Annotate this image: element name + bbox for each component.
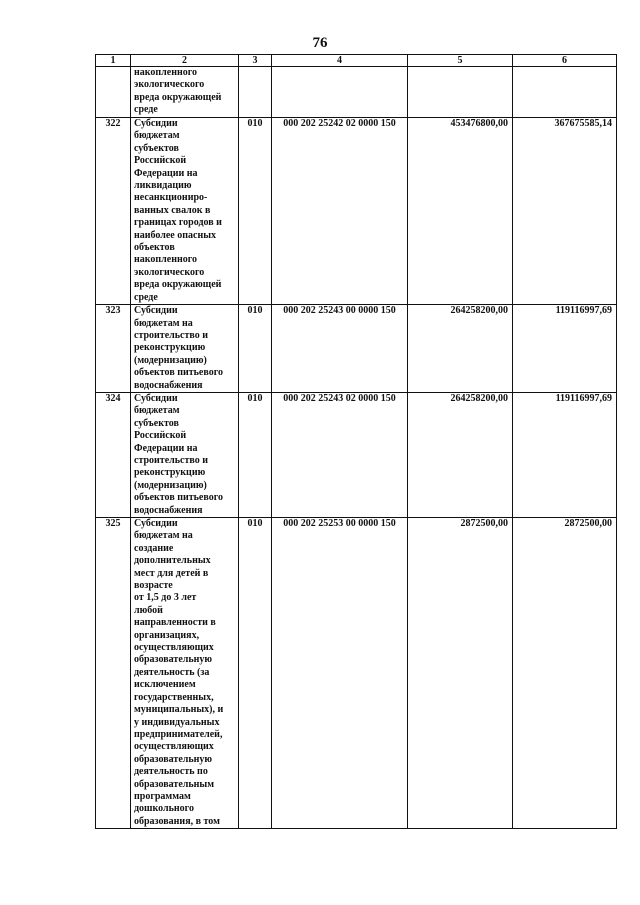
table-row bbox=[96, 392, 617, 517]
row-amount-fact: 119116997,69 bbox=[513, 305, 617, 393]
row-name-line: дошкольного bbox=[134, 803, 194, 815]
row-name-line: Субсидии bbox=[134, 518, 178, 529]
row-name-line: Субсидии bbox=[134, 305, 178, 317]
row-name-line: любой bbox=[134, 604, 163, 616]
row-kbk: 000 202 25243 02 0000 150 bbox=[272, 392, 408, 517]
row-name-line: Российской bbox=[134, 430, 187, 442]
row-name-line: Федерации на bbox=[134, 167, 198, 179]
row-name bbox=[131, 392, 239, 517]
row-name-line: государственных, bbox=[134, 691, 214, 703]
row-name-line: бюджетам bbox=[134, 130, 180, 142]
column-header: 1 bbox=[96, 55, 131, 67]
row-name-line: границах городов и bbox=[134, 217, 222, 229]
row-kbk bbox=[272, 67, 408, 118]
row-name-line: образовательным bbox=[134, 778, 215, 790]
table-row bbox=[96, 118, 617, 305]
row-name-line: объектов питьевого bbox=[134, 492, 223, 504]
row-name bbox=[131, 305, 239, 393]
row-code: 010 bbox=[239, 118, 272, 305]
row-name-line: Субсидии bbox=[134, 118, 178, 129]
row-name-line: ванных свалок в bbox=[134, 204, 211, 216]
row-kbk: 000 202 25253 00 0000 150 bbox=[272, 518, 408, 829]
row-name bbox=[131, 118, 239, 305]
row-name-line: накопленного bbox=[134, 67, 198, 78]
row-name-line: водоснабжения bbox=[134, 379, 203, 391]
row-name-line: у индивидуальных bbox=[134, 716, 220, 728]
row-number: 325 bbox=[96, 518, 131, 829]
row-name-line: от 1,5 до 3 лет bbox=[134, 592, 197, 604]
row-name-line: среде bbox=[134, 291, 158, 303]
row-amount-fact: 2872500,00 bbox=[513, 518, 617, 829]
row-name-line: экологического bbox=[134, 79, 205, 91]
row-amount-plan: 264258200,00 bbox=[408, 305, 513, 393]
row-name-line: Субсидии bbox=[134, 392, 178, 404]
row-name-line: дополнительных bbox=[134, 555, 211, 567]
table-row bbox=[96, 67, 617, 118]
row-name-line: мест для детей в bbox=[134, 567, 209, 579]
row-amount-fact: 119116997,69 bbox=[513, 392, 617, 517]
row-name-line: экологического bbox=[134, 266, 205, 278]
row-name-line: направленности в bbox=[134, 617, 216, 629]
row-name-line: среде bbox=[134, 104, 158, 116]
row-name-line: предпринимателей, bbox=[134, 728, 223, 740]
row-number bbox=[96, 67, 131, 118]
column-header: 5 bbox=[408, 55, 513, 67]
row-code: 010 bbox=[239, 392, 272, 517]
row-name-line: строительство и bbox=[134, 454, 208, 466]
row-name-line: исключением bbox=[134, 679, 196, 691]
row-name-line: водоснабжения bbox=[134, 504, 203, 516]
row-amount-plan: 2872500,00 bbox=[408, 518, 513, 829]
row-name-line: бюджетам на bbox=[134, 530, 193, 542]
row-name bbox=[131, 67, 239, 118]
row-name-line: бюджетам на bbox=[134, 317, 193, 329]
row-name-line: муниципальных), и bbox=[134, 704, 224, 716]
row-code bbox=[239, 67, 272, 118]
row-name-line: накопленного bbox=[134, 254, 198, 266]
column-header: 3 bbox=[239, 55, 272, 67]
row-name-line: субъектов bbox=[134, 142, 179, 154]
row-name-line: объектов питьевого bbox=[134, 367, 223, 379]
row-code: 010 bbox=[239, 305, 272, 393]
row-amount-plan bbox=[408, 67, 513, 118]
row-name-line: Федерации на bbox=[134, 442, 198, 454]
row-name-line: вреда окружающей bbox=[134, 279, 222, 291]
row-name-line: образовательную bbox=[134, 654, 213, 666]
row-name-line: вреда окружающей bbox=[134, 91, 222, 103]
row-name-line: объектов bbox=[134, 242, 175, 254]
row-name-line: наиболее опасных bbox=[134, 229, 217, 241]
page-number: 76 bbox=[312, 35, 328, 51]
column-header: 2 bbox=[131, 55, 239, 67]
row-amount-plan: 453476800,00 bbox=[408, 118, 513, 305]
row-name-line: деятельность (за bbox=[134, 666, 210, 678]
row-amount-plan: 264258200,00 bbox=[408, 392, 513, 517]
header-row bbox=[96, 55, 617, 67]
row-number: 322 bbox=[96, 118, 131, 305]
row-name-line: образования, в том bbox=[134, 815, 220, 827]
row-number: 324 bbox=[96, 392, 131, 517]
budget-table bbox=[95, 54, 617, 829]
table-row bbox=[96, 305, 617, 393]
row-name-line: Российской bbox=[134, 155, 187, 167]
row-name-line: реконструкцию bbox=[134, 467, 206, 479]
row-name-line: возрасте bbox=[134, 580, 173, 592]
row-name bbox=[131, 518, 239, 829]
row-name-line: субъектов bbox=[134, 417, 179, 429]
table-row bbox=[96, 518, 617, 829]
row-kbk: 000 202 25243 00 0000 150 bbox=[272, 305, 408, 393]
row-name-line: ликвидацию bbox=[134, 180, 192, 192]
row-name-line: организациях, bbox=[134, 629, 200, 641]
row-name-line: осуществляющих bbox=[134, 741, 214, 753]
row-name-line: создание bbox=[134, 542, 174, 554]
row-amount-fact: 367675585,14 bbox=[513, 118, 617, 305]
row-kbk: 000 202 25242 02 0000 150 bbox=[272, 118, 408, 305]
row-name-line: (модернизацию) bbox=[134, 479, 207, 491]
row-name-line: программам bbox=[134, 790, 191, 802]
row-name-line: деятельность по bbox=[134, 766, 208, 778]
row-name-line: несанкциониро- bbox=[134, 192, 208, 204]
row-name-line: осуществляющих bbox=[134, 642, 214, 654]
row-amount-fact bbox=[513, 67, 617, 118]
row-name-line: бюджетам bbox=[134, 405, 180, 417]
column-header: 4 bbox=[272, 55, 408, 67]
row-name-line: образовательную bbox=[134, 753, 213, 765]
row-name-line: (модернизацию) bbox=[134, 354, 207, 366]
row-name-line: реконструкцию bbox=[134, 342, 206, 354]
row-number: 323 bbox=[96, 305, 131, 393]
column-header: 6 bbox=[513, 55, 617, 67]
row-name-line: строительство и bbox=[134, 329, 208, 341]
row-code: 010 bbox=[239, 518, 272, 829]
